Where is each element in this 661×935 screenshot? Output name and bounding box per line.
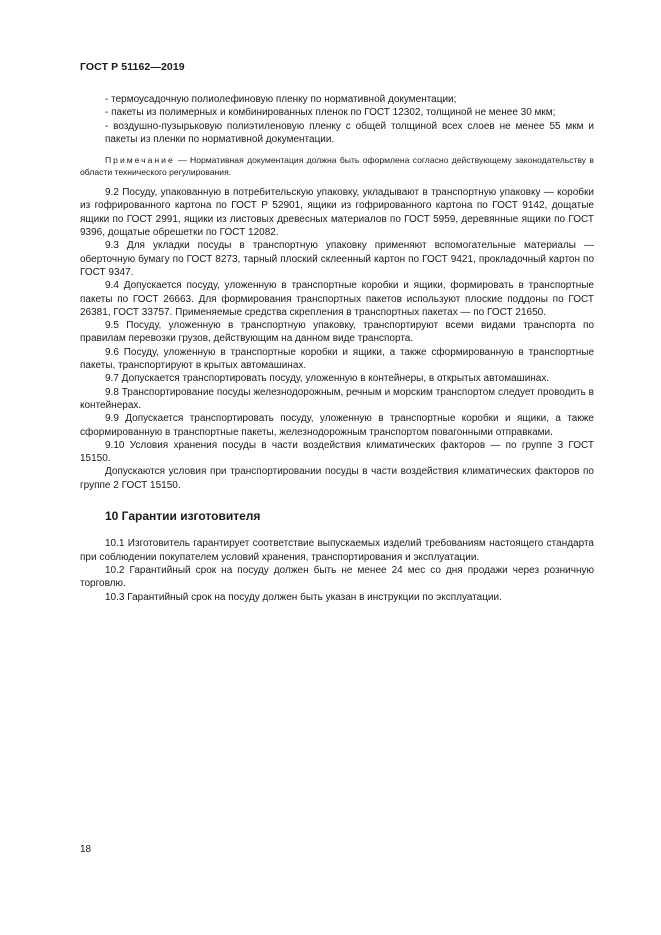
section-heading: 10 Гарантии изготовителя xyxy=(105,509,261,524)
note-label: Примечание xyxy=(105,155,175,166)
page-body xyxy=(80,93,594,604)
paragraph-10-1: 10.1 Изготовитель гарантирует соответствие выпускаемых изделий требованиям настоящего стандарта при соблюдении покупателем условий хранения, транспортирования и эксплуатации. xyxy=(80,538,594,563)
paragraph-10-2: 10.2 Гарантийный срок на посуду должен быть не менее 24 мес со дня продажи через розничную торговлю. xyxy=(80,564,594,590)
paragraph-9-2: 9.2 Посуду, упакованную в потребительскую упаковку, укладывают в транспортную упаковку — коробки из гофрированного картона по ГОСТ Р 52901, ящики из гофрированного картона по ГОСТ 9142, дощатые ящики по ГОСТ 2991, ящики из листовых древесных материалов по ГОСТ 5959, деревянные ящики по ГОСТ 9396, дощатые обрешетки по ГОСТ 12082. xyxy=(80,187,594,239)
paragraph-9-7: 9.7 Допускается транспортировать посуду, уложенную в контейнеры, в открытых автомашинах. xyxy=(105,373,550,385)
note-text: — Нормативная документация должна быть оформлена согласно действующему законодательству в области технического регулирования. xyxy=(80,155,594,178)
paragraph-9-10-addendum: Допускаются условия при транспортировании посуды в части воздействия климатических факторов по группе 2 ГОСТ 15150. xyxy=(80,466,594,491)
paragraph-9-5: 9.5 Посуду, уложенную в транспортную упаковку, транспортируют всеми видами транспорта по правилам перевозки грузов, действующим на данном виде транспорта. xyxy=(80,320,594,345)
document-header: ГОСТ Р 51162—2019 xyxy=(80,61,185,73)
page-number: 18 xyxy=(80,844,92,855)
paragraph-9-10: 9.10 Условия хранения посуды в части воздействия климатических факторов — по группе 3 ГОСТ 15150. xyxy=(80,439,594,465)
note-block xyxy=(80,154,594,178)
paragraph-9-9: 9.9 Допускается транспортировать посуду, уложенную в транспортные коробки и ящики, а также сформированную в транспортные пакеты, железнодорожным транспортом повагонными отправками. xyxy=(80,413,594,438)
paragraph-9-6: 9.6 Посуду, уложенную в транспортные коробки и ящики, а также сформированную в транспортные пакеты, транспортируют в крытых автомашинах. xyxy=(80,346,594,372)
paragraph-9-3: 9.3 Для укладки посуды в транспортную упаковку применяют вспомогательные материалы — оберточную бумагу по ГОСТ 8273, тарный плоский склеенный картон по ГОСТ 9421, прокладочный картон по ГОСТ 9347. xyxy=(80,240,594,278)
paragraph-9-4: 9.4 Допускается посуду, уложенную в транспортные коробки и ящики, формировать в транспортные пакеты по ГОСТ 26663. Для формирования транспортных пакетов используют плоские поддоны по ГОСТ 26381, ГОСТ 33757. Применяемые средства скрепления в транспортных пакетах — по ГОСТ 21650. xyxy=(80,280,594,318)
list-item: - термоусадочную полиолефиновую пленку по нормативной документации; xyxy=(105,94,457,105)
list-item: - воздушно-пузырьковую полиэтиленовую пленку с общей толщиной всех слоев не менее 55 мкм и пакеты из пленки по нормативной документации. xyxy=(105,120,594,145)
paragraph-9-8: 9.8 Транспортирование посуды железнодорожным, речным и морским транспортом следует проводить в контейнерах. xyxy=(80,386,594,411)
paragraph-10-3: 10.3 Гарантийный срок на посуду должен быть указан в инструкции по эксплуатации. xyxy=(105,591,502,603)
list-item: - пакеты из полимерных и комбинированных пленок по ГОСТ 12302, толщиной не менее 30 мкм; xyxy=(105,107,556,119)
